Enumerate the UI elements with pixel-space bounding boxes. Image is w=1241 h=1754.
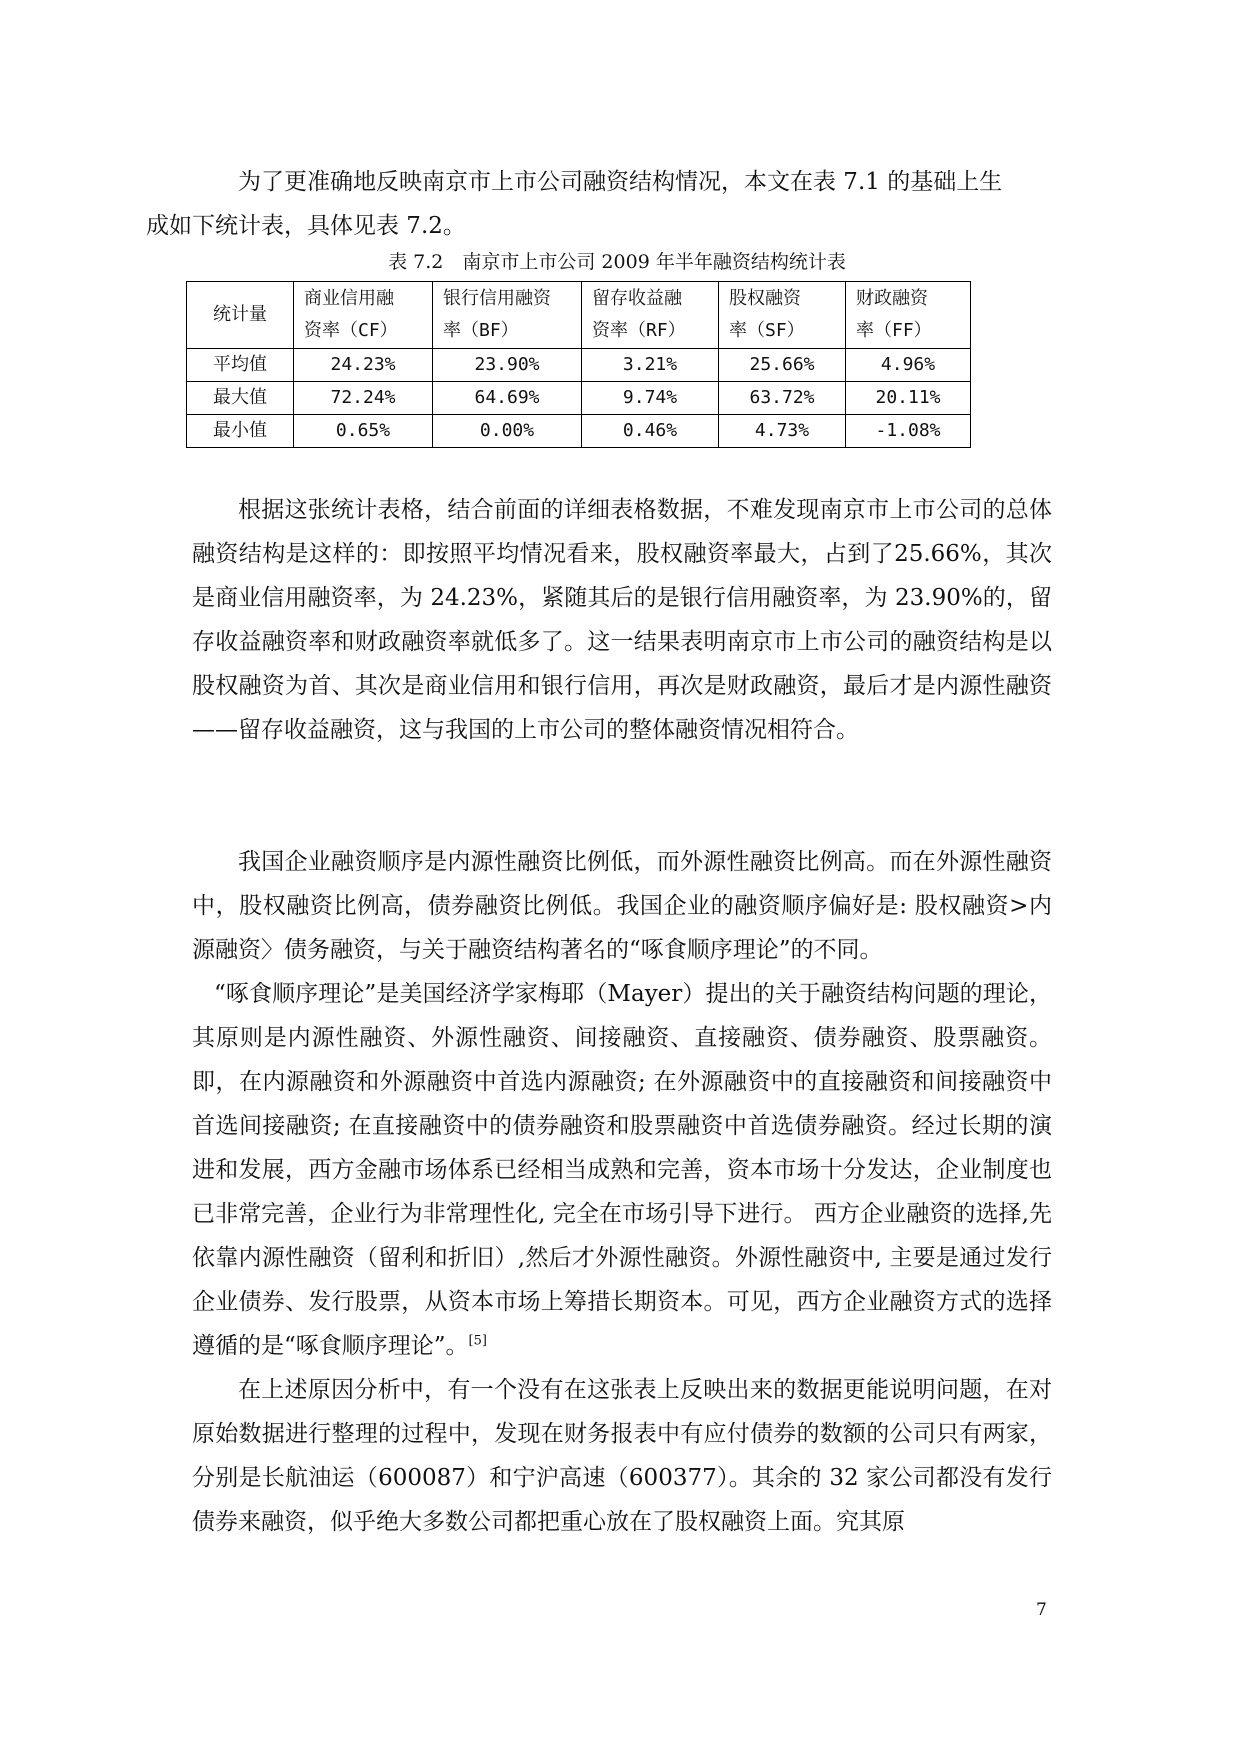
cell-min-cf: 0.65%: [294, 415, 433, 448]
row-label-min: 最小值: [187, 415, 294, 448]
header-bf-line1: 银行信用融资: [443, 288, 551, 309]
cell-min-sf: 4.73%: [719, 415, 846, 448]
cell-max-cf: 72.24%: [294, 382, 433, 415]
paragraph-3: [192, 972, 1052, 1368]
header-sf: [719, 282, 846, 349]
cell-max-bf: 64.69%: [433, 382, 582, 415]
header-stat: 统计量: [187, 282, 294, 349]
header-cf: [294, 282, 433, 349]
table-header-row: [187, 282, 971, 349]
cell-max-sf: 63.72%: [719, 382, 846, 415]
cell-mean-sf: 25.66%: [719, 349, 846, 382]
header-rf-line1: 留存收益融: [592, 288, 682, 309]
cell-mean-rf: 3.21%: [582, 349, 719, 382]
intro-line-1: 为了更准确地反映南京市上市公司融资结构情况，本文在表 7.1 的基础上生: [238, 169, 1003, 195]
page-number: 7: [1036, 1600, 1047, 1620]
paragraph-1: 根据这张统计表格，结合前面的详细表格数据，不难发现南京市上市公司的总体融资结构是这样的：即按照平均情况看来，股权融资率最大，占到了25.66%，其次是商业信用融资率，为 24.23%，紧随其后的是银行信用融资率，为 23.90%的，留存收益融资率和财政融资率就低多了。这一结果表明南京市上市公司的融资结构是以股权融资为首、其次是商业信用和银行信用，再次是财政融资，最后才是内源性融资——留存收益融资，这与我国的上市公司的整体融资情况相符合。: [192, 497, 1052, 743]
paragraph-3-text: “啄食顺序理论”是美国经济学家梅耶（Mayer）提出的关于融资结构问题的理论，其原则是内源性融资、外源性融资、间接融资、直接融资、债券融资、股票融资。即，在内源融资和外源融资中首选内源融资; 在外源融资中的直接融资和间接融资中首选间接融资; 在直接融资中的债券融资和股票融资中首选债券融资。经过长期的演进和发展，西方金融市场体系已经相当成熟和完善，资本市场十分发达，企业制度也已非常完善，企业行为非常理性化, 完全在市场引导下进行。 西方企业融资的选择,先依靠内源性融资（留利和折旧）,然后才外源性融资。外源性融资中, 主要是通过发行企业债券、发行股票，从资本市场上筹措长期资本。可见，西方企业融资方式的选择遵循的是“啄食顺序理论”。: [192, 981, 1052, 1359]
cell-min-rf: 0.46%: [582, 415, 719, 448]
header-rf: [582, 282, 719, 349]
cell-max-ff: 20.11%: [846, 382, 971, 415]
stats-table: [186, 281, 971, 448]
header-ff-line2: 率（FF）: [856, 320, 932, 341]
cell-mean-bf: 23.90%: [433, 349, 582, 382]
header-ff: [846, 282, 971, 349]
cell-max-rf: 9.74%: [582, 382, 719, 415]
intro-paragraph: [146, 160, 1052, 248]
row-label-mean: 平均值: [187, 349, 294, 382]
table-row-min: [187, 415, 971, 448]
row-label-max: 最大值: [187, 382, 294, 415]
header-rf-line2: 资率（RF）: [592, 320, 686, 341]
header-bf-line2: 率（BF）: [443, 320, 519, 341]
header-sf-line2: 率（SF）: [729, 320, 805, 341]
table-caption: 表 7.2 南京市上市公司 2009 年半年融资结构统计表: [388, 251, 846, 273]
cell-mean-ff: 4.96%: [846, 349, 971, 382]
intro-line-2: 成如下统计表，具体见表 7.2。: [146, 213, 466, 239]
paragraph-2: 我国企业融资顺序是内源性融资比例低，而外源性融资比例高。而在外源性融资中，股权融资比例高，债券融资比例低。我国企业的融资顺序偏好是: 股权融资>内源融资〉债务融资，与关于融资结构著名的“啄食顺序理论”的不同。: [192, 849, 1052, 963]
citation-ref: [5]: [468, 1333, 487, 1349]
header-cf-line2: 资率（CF）: [304, 320, 398, 341]
cell-min-bf: 0.00%: [433, 415, 582, 448]
paragraph-4: 在上述原因分析中，有一个没有在这张表上反映出来的数据更能说明问题，在对原始数据进行整理的过程中，发现在财务报表中有应付债券的数额的公司只有两家，分别是长航油运（600087）和宁沪高速（600377）。其余的 32 家公司都没有发行债券来融资，似乎绝大多数公司都把重心放在了股权融资上面。究其原: [192, 1377, 1052, 1535]
header-bf: [433, 282, 582, 349]
cell-mean-cf: 24.23%: [294, 349, 433, 382]
table-row-max: [187, 382, 971, 415]
table-row-mean: [187, 349, 971, 382]
cell-min-ff: -1.08%: [846, 415, 971, 448]
header-ff-line1: 财政融资: [856, 288, 928, 309]
header-sf-line1: 股权融资: [729, 288, 801, 309]
header-cf-line1: 商业信用融: [304, 288, 394, 309]
